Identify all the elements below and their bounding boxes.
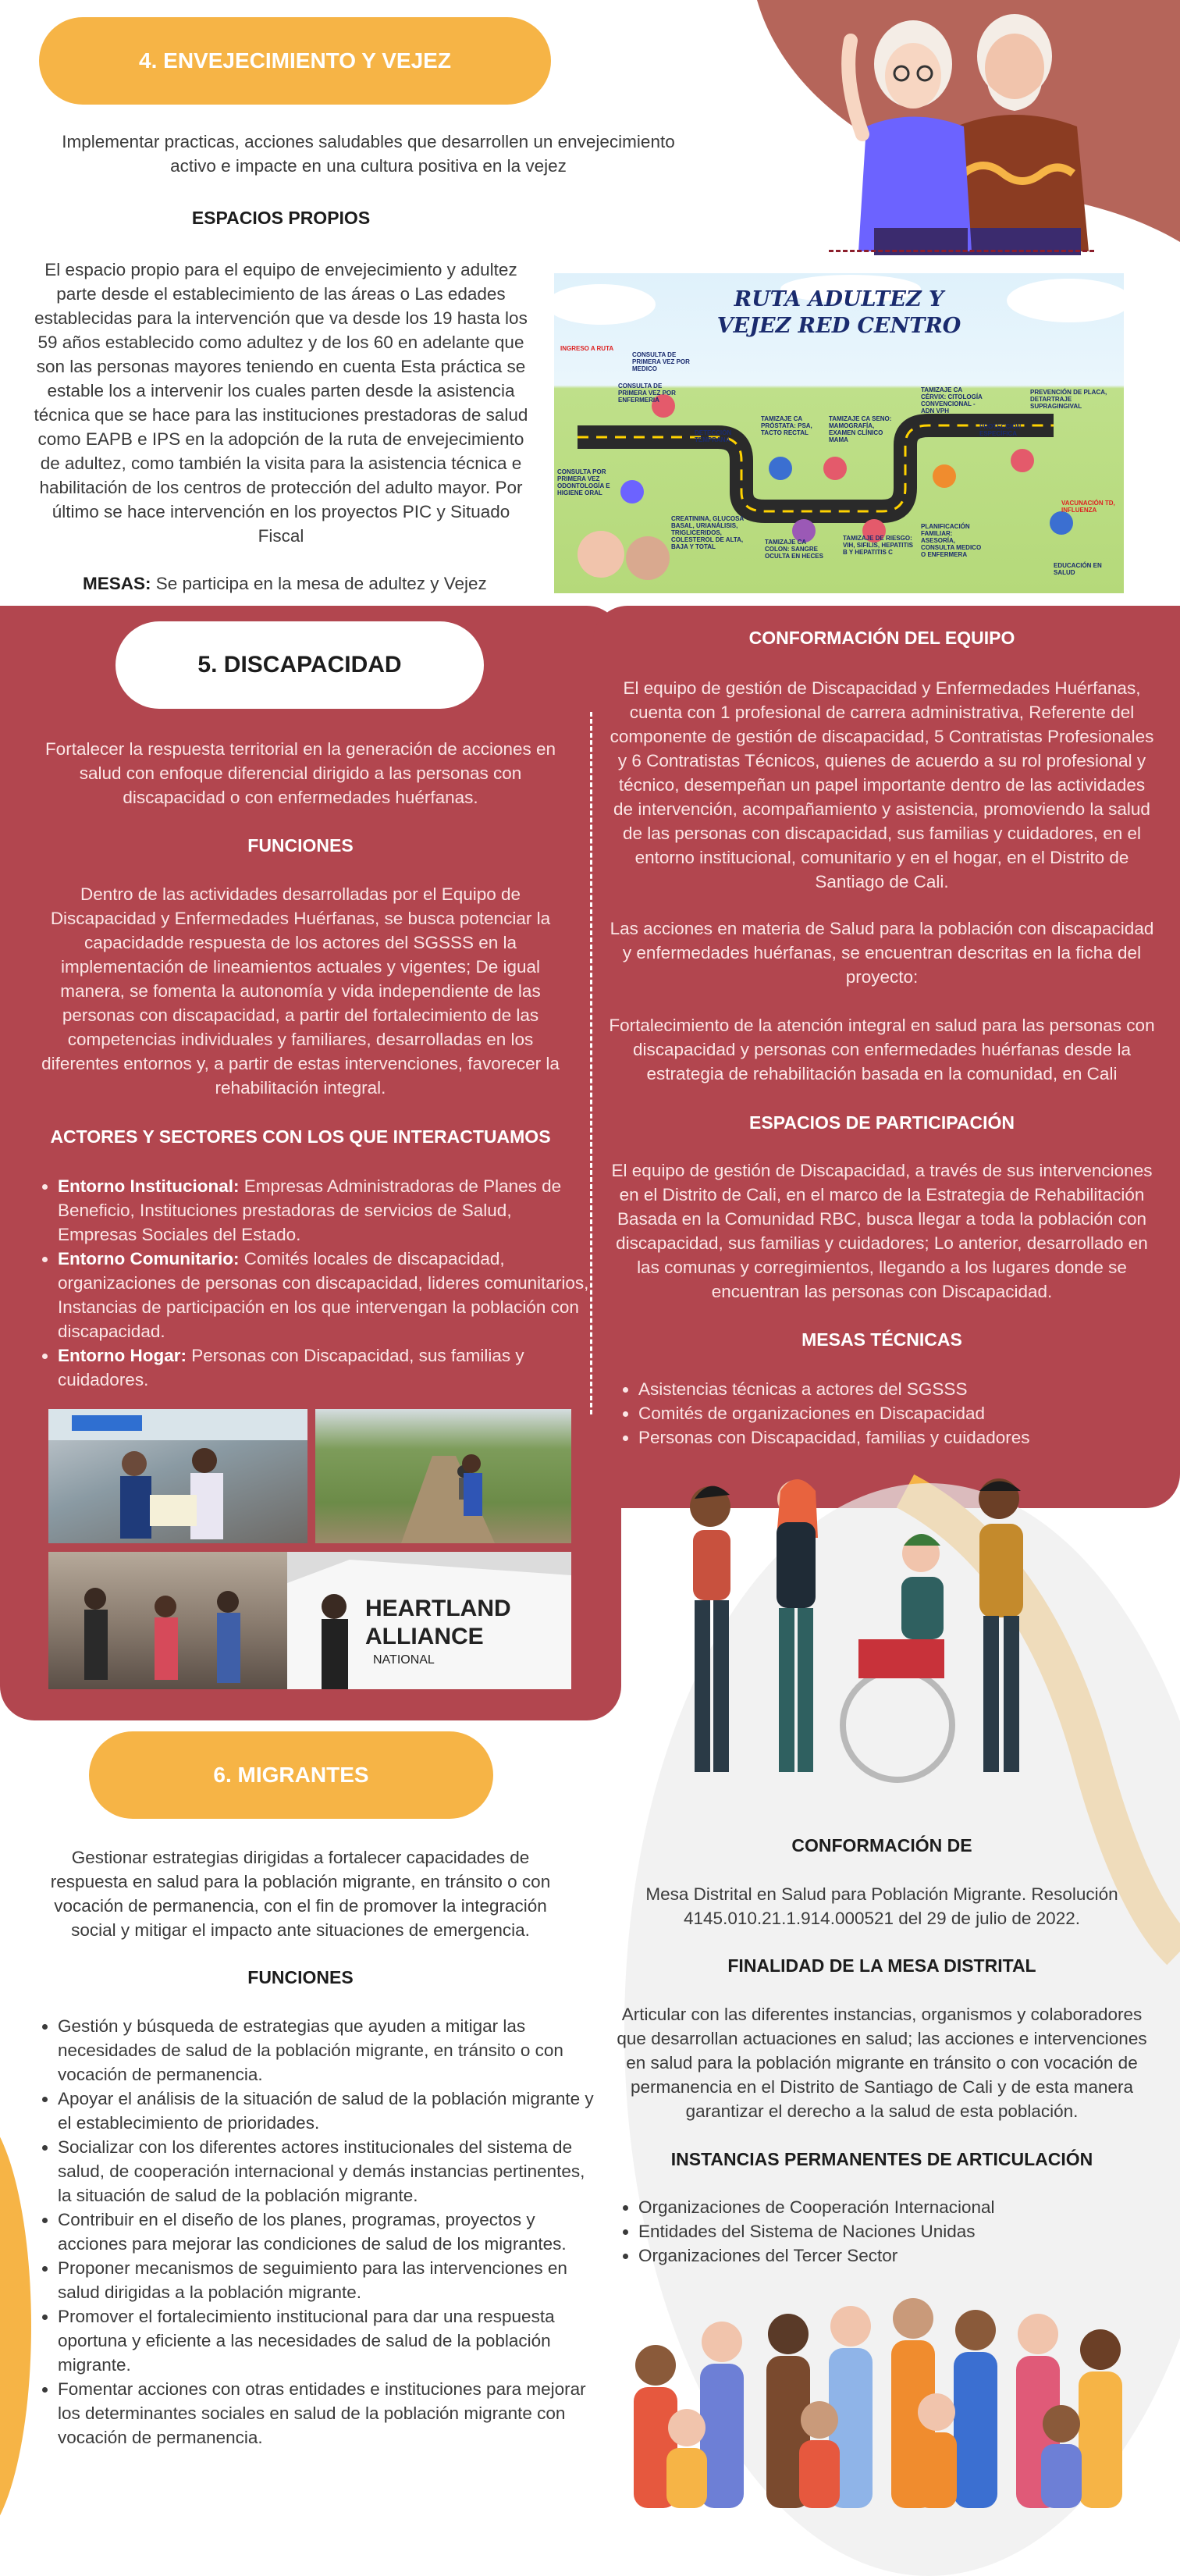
mesas-tecnicas-heading: MESAS TÉCNICAS [801,1329,962,1350]
mesas-label: MESAS: [83,574,151,593]
espacios-propios-heading: ESPACIOS PROPIOS [191,208,371,228]
ruta-label: PROTECCIÓN ESPECÍFICA [979,423,1022,437]
mesas-text: Se participa en la mesa de adultez y Vejez [151,574,487,593]
ruta-label: PREVENCIÓN DE PLACA, DETARTRAJE SUPRAGINGIVAL [1030,389,1107,410]
actores-item [58,1174,592,1247]
ruta-title-1: RUTA ADULTEZ Y [734,287,944,311]
ruta-label: CONSULTA DE PRIMERA VEZ POR ENFERMERIA [618,382,676,404]
diverse-people-illustration [663,1468,1100,1795]
orange-curve-left [0,2108,31,2545]
section-5-title [116,621,484,709]
finalidad-heading: FINALIDAD DE LA MESA DISTRITAL [727,1955,1036,1976]
migrantes-funcion-item: • Promover el fortalecimiento institucional para dar una respuesta oportuna y eficiente a las necesidades de salud de la población migrante. [58,2304,596,2377]
ruta-adultez-infographic [554,273,1124,593]
proyecto-text: Fortalecimiento de la atención integral en salud para las personas con discapacidad y personas con enfermedades huérfanas desde la estrategia de rehabilitación basada en la comunidad, en Cali [609,1016,1155,1083]
migrantes-funcion-item: • Proponer mecanismos de seguimiento para las intervenciones en salud dirigidas a la población migrante. [58,2256,596,2304]
migrantes-funciones-list [37,2014,596,2450]
conformacion-mesa-text: Mesa Distrital en Salud para Población Migrante. Resolución 4145.010.21.1.914.000521 del 29 de julio de 2022. [645,1884,1118,1928]
mesas-tecnicas-item: • Asistencias técnicas a actores del SGSSS [638,1377,1169,1401]
conformacion-mesa-heading: CONFORMACIÓN DE [791,1835,972,1856]
actores-heading: ACTORES Y SECTORES CON LOS QUE INTERACTUAMOS [50,1126,551,1147]
migrantes-funcion-item: • Fomentar acciones con otras entidades e instituciones para mejorar los determinantes sociales en salud de la población migrante con vocación de permanencia. [58,2377,596,2450]
activity-photo-2 [315,1409,571,1543]
instancias-list [618,2195,1169,2268]
section-6-title-text: 6. MIGRANTES [213,1763,369,1787]
ruta-label: PLANIFICACIÓN FAMILIAR: ASESORÍA, CONSULTA MEDICO O ENFERMERA [921,523,982,558]
instancias-item: • Organizaciones de Cooperación Internacional [638,2195,1169,2219]
ruta-label: VACUNACIÓN TD, INFLUENZA [1061,500,1115,514]
mesas-line [31,571,629,596]
ruta-label: CONSULTA DE PRIMERA VEZ POR MEDICO [632,351,690,372]
funciones-heading: FUNCIONES [247,835,354,856]
section-4-title-text: 4. ENVEJECIMIENTO Y VEJEZ [139,48,451,73]
mesas-tecnicas-item: • Comités de organizaciones en Discapacidad [638,1401,1169,1425]
migrantes-funcion-item: • Apoyar el análisis de la situación de salud de la población migrante y el establecimiento de prioridades. [58,2087,596,2135]
crowd-illustration [570,2287,1180,2508]
funciones-text: Dentro de las actividades desarrolladas por el Equipo de Discapacidad y Enfermedades Huérfanas, se busca potenciar la capacidadde respuesta de los actores del SGSSS en la implementación de lineamientos actuales y vigentes; De igual manera, se fomenta la autonomía y vida independiente de las personas con discapacidad, a partir del fortalecimiento de las competencias individuales y familiares, desarrolladas en los diferentes entornos y, a partir de estas intervenciones, favorecer la rehabilitación integral. [41,884,560,1098]
mesas-tecnicas-list [618,1377,1169,1450]
instancias-item: • Organizaciones del Tercer Sector [638,2243,1169,2268]
mesas-tecnicas-item: • Personas con Discapacidad, familias y cuidadores [638,1425,1169,1450]
actores-item-text: Empresas Administradoras de Planes de Beneficio, Instituciones prestadoras de servicios de Salud, Empresas Sociales del Estado. [58,1176,562,1244]
section-6-title [89,1731,493,1819]
section-5-intro: Fortalecer la respuesta territorial en la generación de acciones en salud con enfoque diferencial dirigido a las personas con discapacidad o con enfermedades huérfanas. [44,739,556,807]
ruta-label: DETECCIÓN TEMPRANA [695,429,732,443]
dashed-divider [829,250,1094,252]
activity-photo-3 [48,1552,287,1689]
section-6-intro: Gestionar estrategias dirigidas a fortalecer capacidades de respuesta en salud para la población migrante, en tránsito o con vocación de permanencia, con el fin de promover la integración social y mitigar el impacto ante situaciones de emergencia. [50,1848,551,1940]
actores-item-label: Entorno Hogar: [58,1346,187,1365]
actores-item-label: Entorno Comunitario: [58,1249,240,1268]
conformacion-equipo-text: El equipo de gestión de Discapacidad y Enfermedades Huérfanas, cuenta con 1 profesional de carrera administrativa, Referente del componente de gestión de discapacidad, 5 Contratistas Profesionales y 6 Contratistas Técnicos, quienes de acuerdo a su rol profesional y técnico, desempeñan un papel importante dentro de las actividades de intervención, acompañamiento y asistencia, promoviendo la salud de las personas con discapacidad, sus familias y cuidadores, en el entorno institucional, comunitario y en el hogar, en el Distrito de Santiago de Cali. [610,678,1154,891]
espacios-participacion-text: El equipo de gestión de Discapacidad, a través de sus intervenciones en el Distrito de Cali, en el marco de la Estrategia de Rehabilitación Basada en la Comunidad RBC, busca llegar a toda la población con discapacidad, sus familias y cuidadores; Lo anterior, desarrollado en las comunas y corregimientos, llegando a los lugares donde se encuentran las personas con Discapacidad. [611,1161,1153,1301]
activity-photo-1 [48,1409,307,1543]
ruta-label: TAMIZAJE CA PRÓSTATA: PSA, TACTO RECTAL [761,415,812,436]
finalidad-text: Articular con las diferentes instancias, organismos y colaboradores que desarrollan actuaciones en salud; las acciones e intervenciones en salud para la población migrante en tránsito o con vocación de permanencia en el Distrito de Santiago de Cali y de esta manera garantizar el derecho a la salud de esta población. [617,2005,1147,2121]
activity-photo-4 [287,1552,571,1689]
ruta-label: CREATININA, GLUCOSA BASAL, URIANÁLISIS, TRIGLICERIDOS, COLESTEROL DE ALTA, BAJA Y TOTAL [671,515,744,550]
section-4-title [39,17,551,105]
ruta-label: TAMIZAJE CA SENO: MAMOGRAFÍA, EXAMEN CLÍNICO MAMA [829,415,892,443]
section-4-intro: Implementar practicas, acciones saludables que desarrollen un envejecimiento activo e impacte en una cultura positiva en la vejez [62,132,675,176]
tent-logo-line-2: ALLIANCE [365,1624,484,1649]
ruta-label: INGRESO A RUTA [560,345,614,352]
migrantes-funciones-heading: FUNCIONES [247,1967,354,1987]
conformacion-equipo-heading: CONFORMACIÓN DEL EQUIPO [748,628,1015,648]
ruta-label: EDUCACIÓN EN SALUD [1054,562,1102,576]
migrantes-funcion-item: • Contribuir en el diseño de los planes, programas, proyectos y acciones para mejorar las condiciones de salud de los migrantes. [58,2208,596,2256]
espacios-propios-text: El espacio propio para el equipo de envejecimiento y adultez parte desde el establecimiento de las áreas o Las edades establecidas para la intervención que va desde los 19 hasta los 59 años establecido como adultez y de los 60 en adelante que son las personas mayores teniendo en cuenta Esta práctica se estable los a intervenir los cuales parten desde la asistencia técnica que se hace para las instituciones prestadoras de salud como EAPB e IPS en la adopción de la ruta de envejecimiento de adultez, como también la visita para la asistencia técnica e habilitación de los centros de protección del adulto mayor. Por último se hace intervención en los proyectos PIC y Situado Fiscal [34,260,528,546]
tent-logo-line-3: NATIONAL [373,1653,435,1667]
ruta-road [554,343,1124,593]
ruta-label: CONSULTA POR PRIMERA VEZ ODONTOLOGÍA E HIGIENE ORAL [557,468,610,496]
instancias-item: • Entidades del Sistema de Naciones Unidas [638,2219,1169,2243]
actores-item [58,1247,592,1343]
migrantes-funcion-item: • Gestión y búsqueda de estrategias que ayuden a mitigar las necesidades de salud de la población migrante, en tránsito o con vocación de permanencia. [58,2014,596,2087]
tent-logo-line-1: HEARTLAND [365,1596,511,1621]
ruta-title-2: VEJEZ RED CENTRO [716,314,961,338]
actores-item [58,1343,592,1392]
migrantes-funcion-item: • Socializar con los diferentes actores institucionales del sistema de salud, de cooperación internacional y demás instancias pertinentes, la situación de salud de la población migrante. [58,2135,596,2208]
ruta-label: TAMIZAJE CA CÉRVIX: CITOLOGÍA CONVENCIONAL - ADN VPH [921,386,983,415]
actores-list [37,1174,592,1392]
actores-item-label: Entorno Institucional: [58,1176,240,1196]
actores-item-text: Comités locales de discapacidad, organizaciones de personas con discapacidad, lideres comunitarios, Instancias de participación en los que intervengan la población con discapacidad. [58,1249,589,1341]
acciones-text: Las acciones en materia de Salud para la población con discapacidad y enfermedades huérfanas, se encuentran descritas en la ficha del proyecto: [610,919,1154,987]
espacios-participacion-heading: ESPACIOS DE PARTICIPACIÓN [749,1112,1015,1133]
ruta-label: TAMIZAJE DE RIESGO: VIH, SIFILIS, HEPATITIS B Y HEPATITIS C [843,535,913,556]
actores-item-text: Personas con Discapacidad, sus familias y cuidadores. [58,1346,524,1389]
section-5-title-text: 5. DISCAPACIDAD [197,652,402,678]
elderly-couple-illustration [819,9,1116,259]
instancias-heading: INSTANCIAS PERMANENTES DE ARTICULACIÓN [670,2149,1093,2169]
ruta-label: TAMIZAJE CA COLON: SANGRE OCULTA EN HECES [765,539,823,560]
